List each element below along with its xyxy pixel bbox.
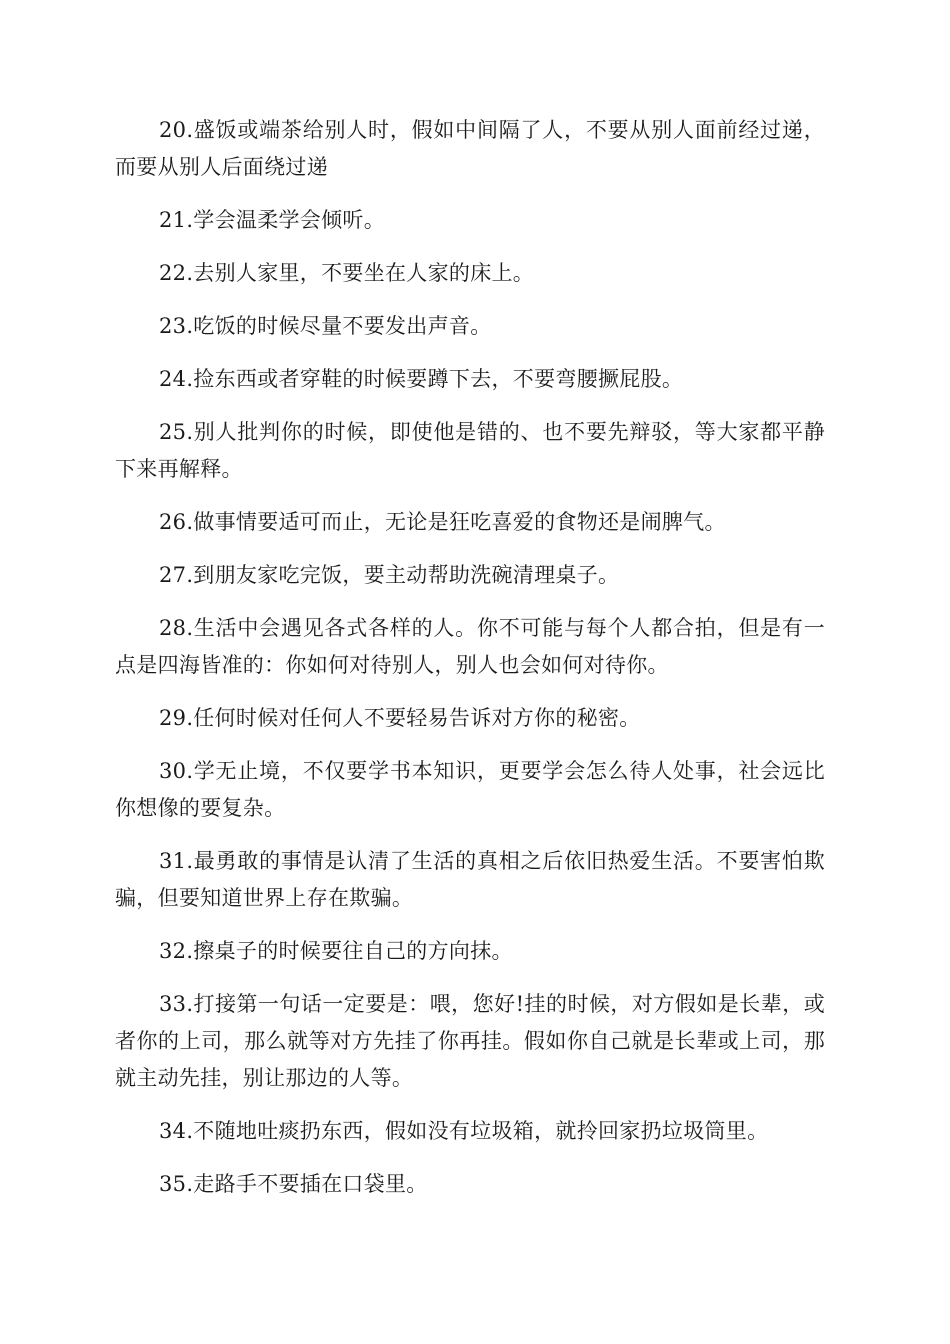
list-item: 21.学会温柔学会倾听。: [159, 208, 385, 232]
list-item: 22.去别人家里，不要坐在人家的床上。: [159, 261, 535, 285]
document-body: [115, 112, 825, 1219]
list-item: 33.打接第一句话一定要是：喂，您好!挂的时候，对方假如是长辈，或者你的上司，那么就等对方先挂了你再挂。假如你自己就是长辈或上司，那就主动先挂，别让那边的人等。: [115, 992, 825, 1090]
list-item: 29.任何时候对任何人不要轻易告诉对方你的秘密。: [159, 706, 641, 730]
list-item: 20.盛饭或端茶给别人时，假如中间隔了人，不要从别人面前经过递，而要从别人后面绕过递: [115, 118, 825, 179]
list-item: 31.最勇敢的事情是认清了生活的真相之后依旧热爱生活。不要害怕欺骗，但要知道世界上存在欺骗。: [115, 849, 825, 910]
list-item: 32.擦桌子的时候要往自己的方向抹。: [159, 939, 513, 963]
list-item: 26.做事情要适可而止，无论是狂吃喜爱的食物还是闹脾气。: [159, 510, 726, 534]
list-item: 27.到朋友家吃完饭，要主动帮助洗碗清理桌子。: [159, 563, 620, 587]
list-item: 28.生活中会遇见各式各样的人。你不可能与每个人都合拍，但是有一点是四海皆准的：你如何对待别人，别人也会如何对待你。: [115, 616, 825, 677]
list-item: 23.吃饭的时候尽量不要发出声音。: [159, 314, 492, 338]
list-item: 25.别人批判你的时候，即使他是错的、也不要先辩驳，等大家都平静下来再解释。: [115, 420, 825, 481]
list-item: 30.学无止境，不仅要学书本知识，更要学会怎么待人处事，社会远比你想像的要复杂。: [115, 759, 825, 820]
list-item: 35.走路手不要插在口袋里。: [159, 1172, 428, 1196]
list-item: 34.不随地吐痰扔东西，假如没有垃圾箱，就拎回家扔垃圾筒里。: [159, 1119, 769, 1143]
list-item: 24.捡东西或者穿鞋的时候要蹲下去，不要弯腰撅屁股。: [159, 367, 684, 391]
